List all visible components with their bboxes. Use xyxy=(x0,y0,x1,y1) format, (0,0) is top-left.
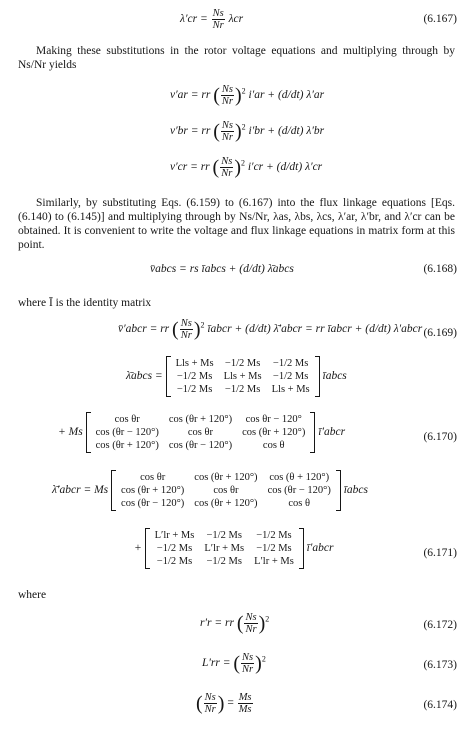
equation-body xyxy=(170,120,324,143)
right-paren: ) xyxy=(193,318,201,341)
current-vector-term: īabcs xyxy=(343,484,368,497)
matrix-cell: −1/2 Ms xyxy=(176,384,213,395)
equals-sign: = xyxy=(227,697,234,710)
right-paren: ) xyxy=(234,156,241,179)
matrix-row xyxy=(91,439,311,452)
equation-lhs: λ̄abcs = xyxy=(126,370,163,383)
mutual-cosine-matrix xyxy=(86,412,316,453)
rotor-inductance-matrix xyxy=(145,528,304,569)
equation-lhs: r′r = rr xyxy=(200,617,234,630)
inductance-ratio-fraction xyxy=(238,692,253,715)
matrix-row xyxy=(116,497,336,510)
matrix-cell: −1/2 Ms xyxy=(156,556,193,567)
turns-ratio-fraction xyxy=(220,156,233,179)
equation-body xyxy=(58,412,345,453)
fraction-denominator: Nr xyxy=(221,132,233,143)
matrix-cell: −1/2 Ms xyxy=(206,556,242,567)
equation-body xyxy=(170,84,324,107)
matrix-cell: cos θr xyxy=(140,472,166,483)
matrix-cell: L′lr + Ms xyxy=(204,543,245,554)
matrix-cell: cos (θr + 120°) xyxy=(121,485,185,496)
matrix-cell: cos (θr + 120°) xyxy=(168,414,233,425)
matrix-row xyxy=(116,484,336,497)
matrix-cell: cos (θr − 120°) xyxy=(121,498,185,509)
matrix-row xyxy=(150,542,299,555)
exponent: 2 xyxy=(200,320,205,330)
right-paren: ) xyxy=(217,692,225,715)
matrix-cell: L′lr + Ms xyxy=(154,530,195,541)
fraction-numerator: Ms xyxy=(238,692,252,703)
turns-ratio-fraction xyxy=(180,318,193,341)
current-vector-term: ī′abcr xyxy=(318,426,346,439)
equation-term: + Ms xyxy=(58,426,83,439)
equation-rhs: i′cr + (d/dt) λ′cr xyxy=(247,161,323,174)
matrix-cell: cos (θr − 120°) xyxy=(267,485,331,496)
matrix-cell: −1/2 Ms xyxy=(272,371,309,382)
stator-inductance-matrix xyxy=(166,356,320,397)
matrix-cell: cos θr xyxy=(114,414,140,425)
turns-ratio-fraction xyxy=(212,8,225,31)
matrix-cell: Lls + Ms xyxy=(175,358,214,369)
equation-body xyxy=(200,612,269,635)
matrix-cell: cos (θr + 120°) xyxy=(242,427,306,438)
fraction-numerator: Ns xyxy=(221,156,233,167)
matrix-cell: cos θr xyxy=(213,485,239,496)
matrix-row xyxy=(150,555,299,568)
matrix-cell: −1/2 Ms xyxy=(206,530,242,541)
turns-ratio-fraction xyxy=(221,120,234,143)
paragraph-substitution-rotor xyxy=(18,44,455,72)
right-paren: ) xyxy=(234,120,242,143)
matrix-cell: cos (θr − 120°) xyxy=(168,440,233,451)
equation-body xyxy=(134,528,333,569)
current-vector-term: īabcs xyxy=(322,370,347,383)
matrix-grid xyxy=(116,471,336,510)
equation-number: (6.174) xyxy=(423,699,457,711)
equation-body: v̄abcs = rs īabcs + (d/dt) λ̄abcs xyxy=(150,263,294,275)
equation-body xyxy=(118,318,422,341)
paragraph-where xyxy=(18,588,455,602)
turns-ratio-fraction xyxy=(204,692,217,715)
equation-body xyxy=(126,356,347,397)
matrix-row xyxy=(171,357,315,370)
matrix-cell: cos (θ + 120°) xyxy=(269,472,330,483)
fraction-numerator: Ns xyxy=(180,318,192,329)
matrix-cell: −1/2 Ms xyxy=(224,358,261,369)
matrix-cell: cos (θr + 120°) xyxy=(194,472,258,483)
fraction-numerator: Ns xyxy=(221,120,233,131)
matrix-cell: cos (θr + 120°) xyxy=(95,440,159,451)
equation-body xyxy=(196,692,254,715)
equation-number: (6.169) xyxy=(423,327,457,339)
matrix-row xyxy=(150,529,299,542)
left-paren: ( xyxy=(213,120,220,143)
matrix-cell: cos θ xyxy=(288,498,311,509)
fraction-denominator: Nr xyxy=(212,20,224,31)
matrix-cell: −1/2 Ms xyxy=(224,384,261,395)
left-paren: ( xyxy=(236,612,244,635)
fraction-denominator: Nr xyxy=(245,624,257,635)
equation-body xyxy=(202,652,266,675)
exponent: 2 xyxy=(241,86,246,96)
equation-rhs: īabcr + (d/dt) λ̄′abcr = rr īabcr + (d/dt) λ′abcr xyxy=(207,323,423,336)
matrix-row xyxy=(171,370,315,383)
left-paren: ( xyxy=(196,692,203,715)
matrix-grid xyxy=(150,529,299,568)
equation-lhs: λ′cr = xyxy=(180,13,208,26)
turns-ratio-fraction xyxy=(244,612,257,635)
matrix-cell: cos θ xyxy=(262,440,285,451)
equation-rhs: i′br + (d/dt) λ′br xyxy=(248,125,325,138)
matrix-row xyxy=(171,383,315,396)
left-paren: ( xyxy=(212,156,220,179)
matrix-cell: −1/2 Ms xyxy=(156,543,193,554)
matrix-cell: −1/2 Ms xyxy=(256,543,292,554)
paragraph-text: Making these substitutions in the rotor voltage equations and multiplying through by Ns/Nr yields xyxy=(18,45,455,71)
equation-number: (6.171) xyxy=(423,547,457,559)
exponent: 2 xyxy=(241,122,246,132)
exponent: 2 xyxy=(240,158,245,168)
matrix-cell: −1/2 Ms xyxy=(256,530,292,541)
fraction-denominator: Ms xyxy=(238,704,252,715)
matrix-cell: cos θr − 120° xyxy=(245,414,302,425)
paragraph-identity-matrix xyxy=(18,296,455,310)
fraction-denominator: Nr xyxy=(221,96,233,107)
matrix-cell: cos θr xyxy=(187,427,214,438)
current-vector-term: ī′abcr xyxy=(306,542,334,555)
equation-body xyxy=(170,156,322,179)
equation-lhs: L′rr = xyxy=(202,657,231,670)
matrix-cell: −1/2 Ms xyxy=(272,358,309,369)
matrix-cell: Lls + Ms xyxy=(223,371,262,382)
paragraph-text: where Ī is the identity matrix xyxy=(18,297,152,309)
right-paren: ) xyxy=(234,84,242,107)
equation-number: (6.173) xyxy=(423,659,457,671)
right-paren: ) xyxy=(255,652,262,675)
matrix-row xyxy=(91,413,311,426)
equation-lhs: v′br = rr xyxy=(170,125,211,138)
matrix-row xyxy=(116,471,336,484)
equation-lhs: v′ar = rr xyxy=(170,89,211,102)
equation-number: (6.167) xyxy=(423,13,457,25)
fraction-denominator: Nr xyxy=(242,664,254,675)
fraction-denominator: Nr xyxy=(180,330,192,341)
paragraph-text: where xyxy=(18,589,47,601)
equation-rhs: λcr xyxy=(228,13,244,26)
left-paren: ( xyxy=(172,318,179,341)
matrix-cell: −1/2 Ms xyxy=(176,371,213,382)
matrix-cell: cos (θr + 120°) xyxy=(194,498,258,509)
equation-body xyxy=(180,8,243,31)
paragraph-flux-linkage xyxy=(18,196,455,252)
right-paren: ) xyxy=(258,612,266,635)
equation-body xyxy=(52,470,368,511)
fraction-numerator: Ns xyxy=(221,84,233,95)
turns-ratio-fraction xyxy=(241,652,254,675)
equation-term: + xyxy=(134,542,142,555)
fraction-numerator: Ns xyxy=(242,652,254,663)
matrix-cell: cos (θr − 120°) xyxy=(95,427,159,438)
matrix-cell: L′lr + Ms xyxy=(254,556,294,567)
left-paren: ( xyxy=(213,84,220,107)
fraction-denominator: Nr xyxy=(204,704,216,715)
turns-ratio-fraction xyxy=(221,84,234,107)
equation-lhs: v′cr = rr xyxy=(170,161,210,174)
exponent: 2 xyxy=(261,654,266,664)
fraction-numerator: Ns xyxy=(204,692,216,703)
equation-rhs: i′ar + (d/dt) λ′ar xyxy=(248,89,325,102)
equation-number: (6.168) xyxy=(423,263,457,275)
left-paren: ( xyxy=(233,652,241,675)
exponent: 2 xyxy=(265,614,270,624)
equation-lhs: v̄′abcr = rr xyxy=(118,323,170,336)
matrix-cell: Lls + Ms xyxy=(271,384,310,395)
equation-number: (6.172) xyxy=(423,619,457,631)
matrix-grid xyxy=(91,413,311,452)
fraction-numerator: Ns xyxy=(245,612,257,623)
equation-number: (6.170) xyxy=(423,431,457,443)
equation-lhs: λ̄′abcr = Ms xyxy=(52,484,109,497)
fraction-denominator: Nr xyxy=(221,168,233,179)
fraction-numerator: Ns xyxy=(212,8,224,19)
paragraph-text: Similarly, by substituting Eqs. (6.159) to (6.167) into the flux linkage equations [Eqs. (6.140) to (6.145)] and multiplying through by Ns/Nr, λas, λbs, λcs, λ′ar, λ′br, and λ′cr can be obtained. It is convenient to write the voltage and flux linkage equations in matrix form at this point. xyxy=(18,197,455,251)
matrix-row xyxy=(91,426,311,439)
matrix-grid xyxy=(171,357,315,396)
mutual-cosine-matrix-rotor xyxy=(111,470,341,511)
